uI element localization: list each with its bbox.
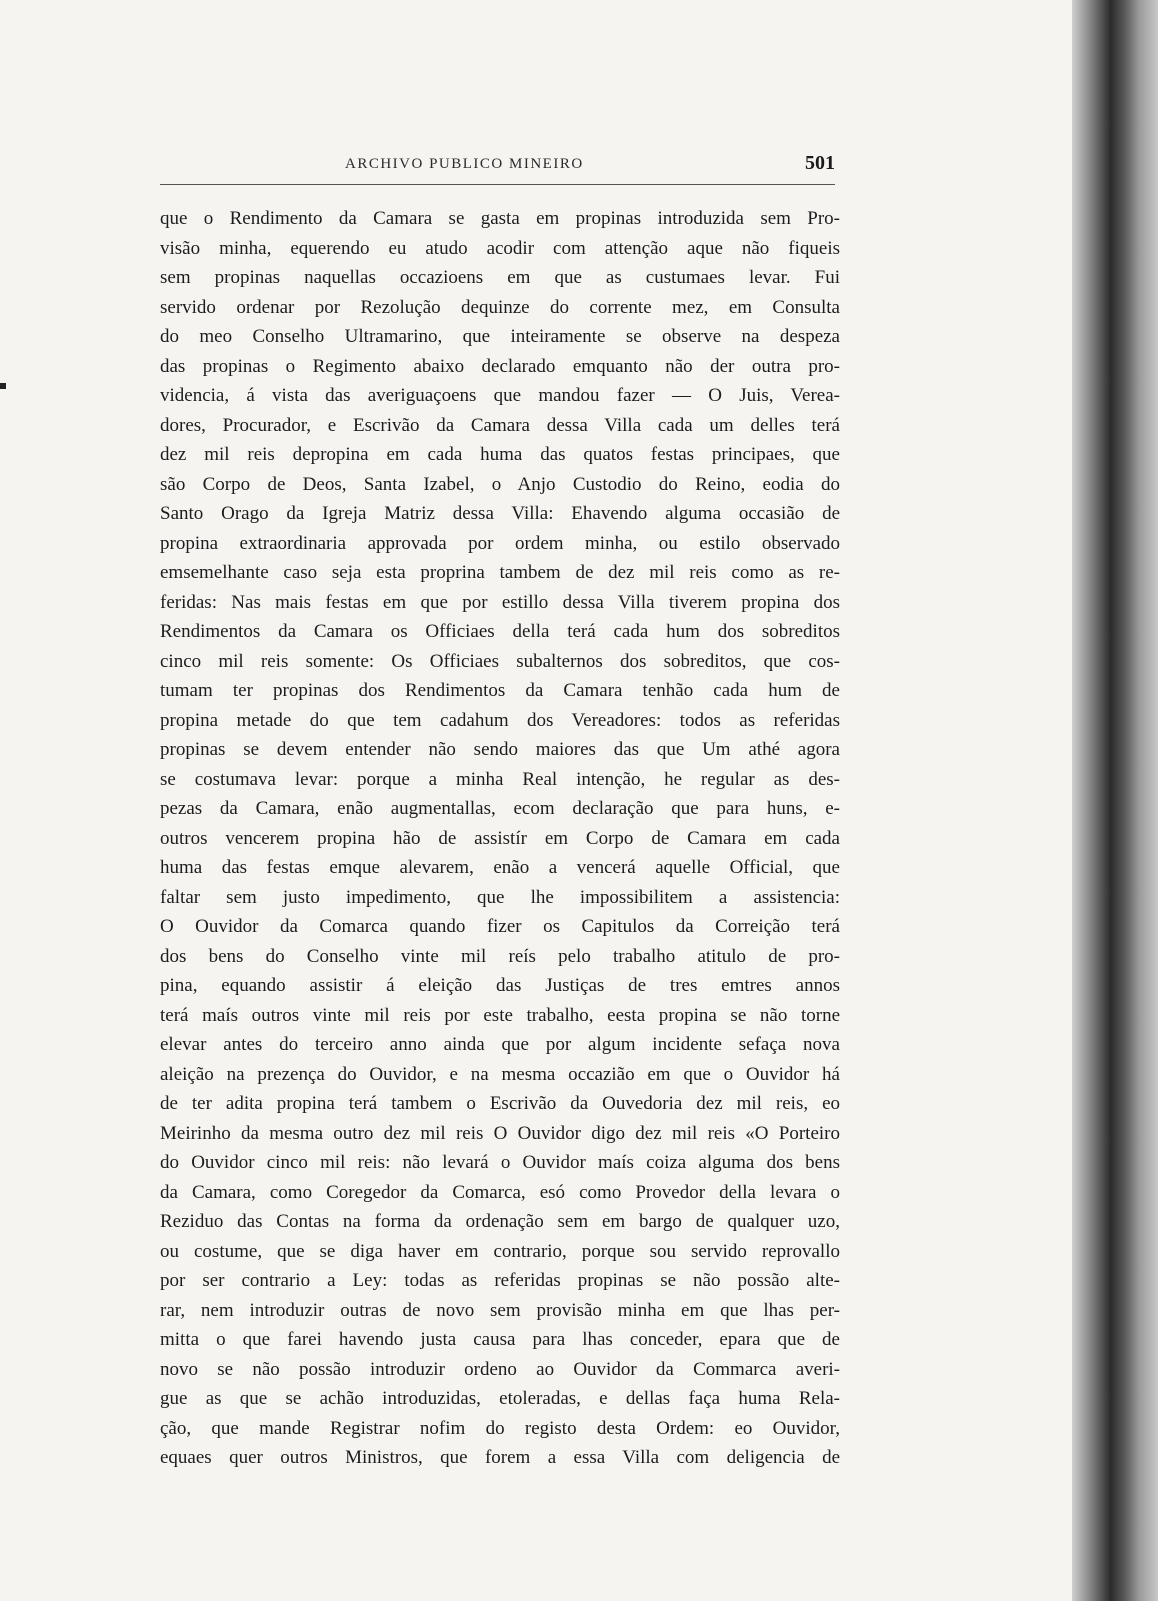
text-line: se costumava levar: porque a minha Real intenção, he regular as des- [160,768,840,790]
book-gutter [1072,0,1158,1601]
text-line: propina extraordinaria approvada por ordem minha, ou estilo observado [160,532,840,554]
text-line: feridas: Nas mais festas em que por estillo dessa Villa tiverem propina dos [160,591,840,613]
text-line: propina metade do que tem cadahum dos Vereadores: todos as referidas [160,709,840,731]
text-line: cinco mil reis somente: Os Officiaes subalternos dos sobreditos, que cos- [160,650,840,672]
text-line: pezas da Camara, enão augmentallas, ecom declaração que para huns, e- [160,798,840,819]
text-line: outros vencerem propina hão de assistír em Corpo de Camara em cada [160,827,840,849]
text-line: emsemelhante caso seja esta proprina tambem de dez mil reis como as re- [160,562,840,583]
text-line: elevar antes do terceiro anno ainda que por algum incidente sefaça nova [160,1034,840,1055]
text-line: tumam ter propinas dos Rendimentos da Camara tenhão cada hum de [160,680,840,701]
text-line: faltar sem justo impedimento, que lhe impossibilitem a assistencia: [160,886,840,908]
text-line: sem propinas naquellas occazioens em que as custumaes levar. Fui [160,267,840,288]
text-line: pina, equando assistir á eleição das Justiças de tres emtres annos [160,975,840,996]
text-line: terá maís outros vinte mil reis por este trabalho, eesta propina se não torne [160,1004,840,1026]
text-line: por ser contrario a Ley: todas as referidas propinas se não possão alte- [160,1270,840,1291]
text-line: equaes quer outros Ministros, que forem a essa Villa com deligencia de [160,1447,840,1468]
text-line: ção, que mande Registrar nofim do registo desta Ordem: eo Ouvidor, [160,1417,840,1439]
page-header [345,152,835,180]
header-rule [160,184,835,185]
text-line: do Ouvidor cinco mil reis: não levará o Ouvidor maís coiza alguma dos bens [160,1152,840,1173]
page-number: 501 [805,152,835,174]
text-line: do meo Conselho Ultramarino, que inteiramente se observe na despeza [160,326,840,347]
body-text [160,204,840,1473]
text-line: Meirinho da mesma outro dez mil reis O Ouvidor digo dez mil reis «O Porteiro [160,1122,840,1144]
text-line: O Ouvidor da Comarca quando fizer os Capitulos da Correição terá [160,916,840,937]
text-line: gue as que se achão introduzidas, etoleradas, e dellas faça huma Rela- [160,1388,840,1409]
text-line: servido ordenar por Rezolução dequinze do corrente mez, em Consulta [160,296,840,318]
text-line: Reziduo das Contas na forma da ordenação sem em bargo de qualquer uzo, [160,1211,840,1232]
text-line: propinas se devem entender não sendo maiores das que Um athé agora [160,739,840,760]
text-line: ou costume, que se diga haver em contrario, porque sou servido reprovallo [160,1240,840,1262]
text-line: que o Rendimento da Camara se gasta em propinas introduzida sem Pro- [160,208,840,229]
running-title: ARCHIVO PUBLICO MINEIRO [345,156,584,172]
text-line: dos bens do Conselho vinte mil reís pelo trabalho atitulo de pro- [160,945,840,967]
text-line: Rendimentos da Camara os Officiaes della terá cada hum dos sobreditos [160,621,840,642]
margin-mark [0,383,6,389]
text-line: da Camara, como Coregedor da Comarca, esó como Provedor della levara o [160,1181,840,1203]
text-line: videncia, á vista das averiguaçoens que mandou fazer — O Juis, Verea- [160,385,840,406]
text-line: de ter adita propina terá tambem o Escrivão da Ouvedoria dez mil reis, eo [160,1093,840,1114]
text-line: novo se não possão introduzir ordeno ao Ouvidor da Commarca averi- [160,1358,840,1380]
text-line: huma das festas emque alevarem, enão a vencerá aquelle Official, que [160,857,840,878]
text-line: das propinas o Regimento abaixo declarado emquanto não der outra pro- [160,355,840,377]
text-line: aleição na prezença do Ouvidor, e na mesma occazião em que o Ouvidor há [160,1063,840,1085]
text-line: visão minha, equerendo eu atudo acodir com attenção aque não fiqueis [160,237,840,259]
text-line: dores, Procurador, e Escrivão da Camara dessa Villa cada um delles terá [160,414,840,436]
text-line: mitta o que farei havendo justa causa para lhas conceder, epara que de [160,1329,840,1350]
text-line: Santo Orago da Igreja Matriz dessa Villa: Ehavendo alguma occasião de [160,503,840,524]
text-line: dez mil reis depropina em cada huma das quatos festas principaes, que [160,444,840,465]
text-line: rar, nem introduzir outras de novo sem provisão minha em que lhas per- [160,1299,840,1321]
text-line: são Corpo de Deos, Santa Izabel, o Anjo Custodio do Reino, eodia do [160,473,840,495]
